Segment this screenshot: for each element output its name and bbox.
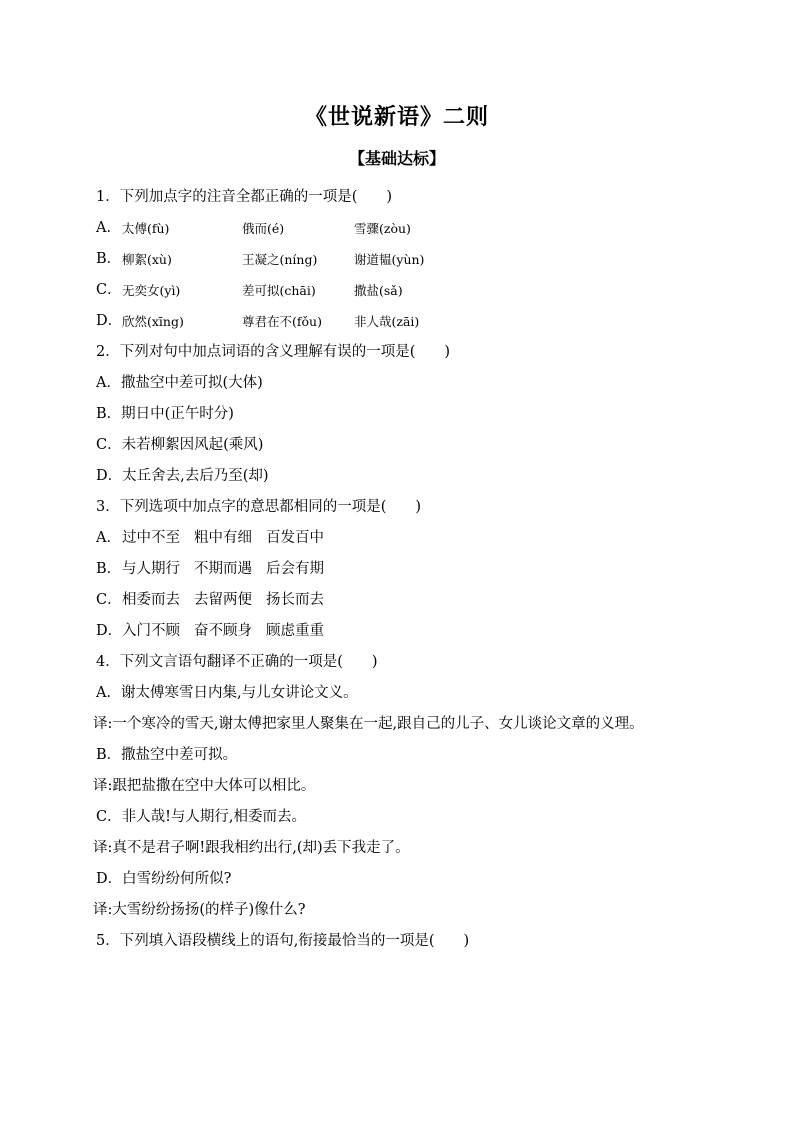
- option-item: 非人哉(zāi): [354, 314, 420, 329]
- question-4-translation-c: 译:真不是君子啊!跟我相约出行,(却)丢下我走了。: [93, 840, 410, 856]
- question-2-stem: 2．下列对句中加点词语的含义理解有误的一项是( ): [96, 344, 451, 360]
- option-label: B．: [96, 251, 122, 267]
- question-4-stem: 4．下列文言语句翻译不正确的一项是( ): [96, 654, 378, 670]
- option-item: 无奕女(yì): [122, 283, 181, 298]
- question-1-option-d: [96, 306, 746, 337]
- option-item: 柳絮(xù): [122, 252, 172, 267]
- question-3-stem: 3．下列选项中加点字的意思都相同的一项是( ): [96, 499, 422, 515]
- question-4-translation-b: 译:跟把盐撒在空中大体可以相比。: [93, 778, 316, 794]
- option-item: 与人期行: [122, 561, 180, 577]
- question-3-option-b: [96, 554, 746, 585]
- option-item: 后会有期: [266, 561, 324, 577]
- question-2-option-c: C．未若柳絮因风起(乘风): [96, 437, 264, 453]
- question-4-option-d: D．白雪纷纷何所似?: [96, 871, 232, 887]
- option-item: 粗中有细: [194, 530, 252, 546]
- option-label: C．: [96, 282, 122, 298]
- question-1-option-c: [96, 275, 746, 306]
- option-item: 太傅(fù): [122, 221, 170, 236]
- question-2-option-b: B．期日中(正午时分): [96, 406, 234, 422]
- option-item: 俄而(é): [242, 221, 285, 236]
- option-item: 顾虑重重: [266, 623, 324, 639]
- option-label: A．: [96, 220, 121, 236]
- question-4-option-a: A．谢太傅寒雪日内集,与儿女讲论文义。: [96, 685, 358, 701]
- section-heading: 【基础达标】: [348, 149, 445, 168]
- option-label: B．: [96, 561, 122, 577]
- question-4-translation-d: 译:大雪纷纷扬扬(的样子)像什么?: [93, 902, 306, 918]
- option-label: D．: [96, 623, 123, 639]
- option-item: 去留两便: [194, 592, 252, 608]
- question-2-option-d: D．太丘舍去,去后乃至(却): [96, 468, 269, 484]
- page-title: 《世说新语》二则: [304, 104, 489, 130]
- option-item: 百发百中: [266, 530, 324, 546]
- option-item: 不期而遇: [194, 561, 252, 577]
- option-label: A．: [96, 530, 121, 546]
- question-4-option-c: C．非人哉!与人期行,相委而去。: [96, 809, 307, 825]
- question-1-option-a: [96, 213, 746, 244]
- question-5-stem: 5．下列填入语段横线上的语句,衔接最恰当的一项是( ): [96, 933, 470, 949]
- option-item: 谢道韫(yùn): [354, 252, 425, 267]
- option-label: C．: [96, 592, 122, 608]
- question-4-translation-a: 译:一个寒冷的雪天,谢太傅把家里人聚集在一起,跟自己的儿子、女儿谈论文章的义理。: [93, 716, 644, 732]
- option-item: 扬长而去: [266, 592, 324, 608]
- option-item: 相委而去: [122, 592, 180, 608]
- question-list: [93, 182, 746, 957]
- option-label: D．: [96, 313, 123, 329]
- option-item: 欣然(xīng): [122, 314, 184, 329]
- question-3-option-a: [96, 523, 746, 554]
- option-item: 奋不顾身: [194, 623, 252, 639]
- option-item: 尊君在不(fǒu): [242, 314, 322, 329]
- question-3-option-c: [96, 585, 746, 616]
- question-3-option-d: [96, 616, 746, 647]
- option-item: 过中不至: [122, 530, 180, 546]
- option-item: 撒盐(sǎ): [354, 283, 403, 298]
- question-4-option-b: B．撒盐空中差可拟。: [96, 747, 238, 763]
- question-1-option-b: [96, 244, 746, 275]
- question-2-option-a: A．撒盐空中差可拟(大体): [96, 375, 263, 391]
- option-item: 入门不顾: [122, 623, 180, 639]
- option-item: 差可拟(chāi): [242, 283, 316, 298]
- option-item: 雪骤(zòu): [354, 221, 411, 236]
- question-1-stem: 1．下列加点字的注音全都正确的一项是( ): [96, 189, 393, 205]
- option-item: 王凝之(níng): [242, 252, 318, 267]
